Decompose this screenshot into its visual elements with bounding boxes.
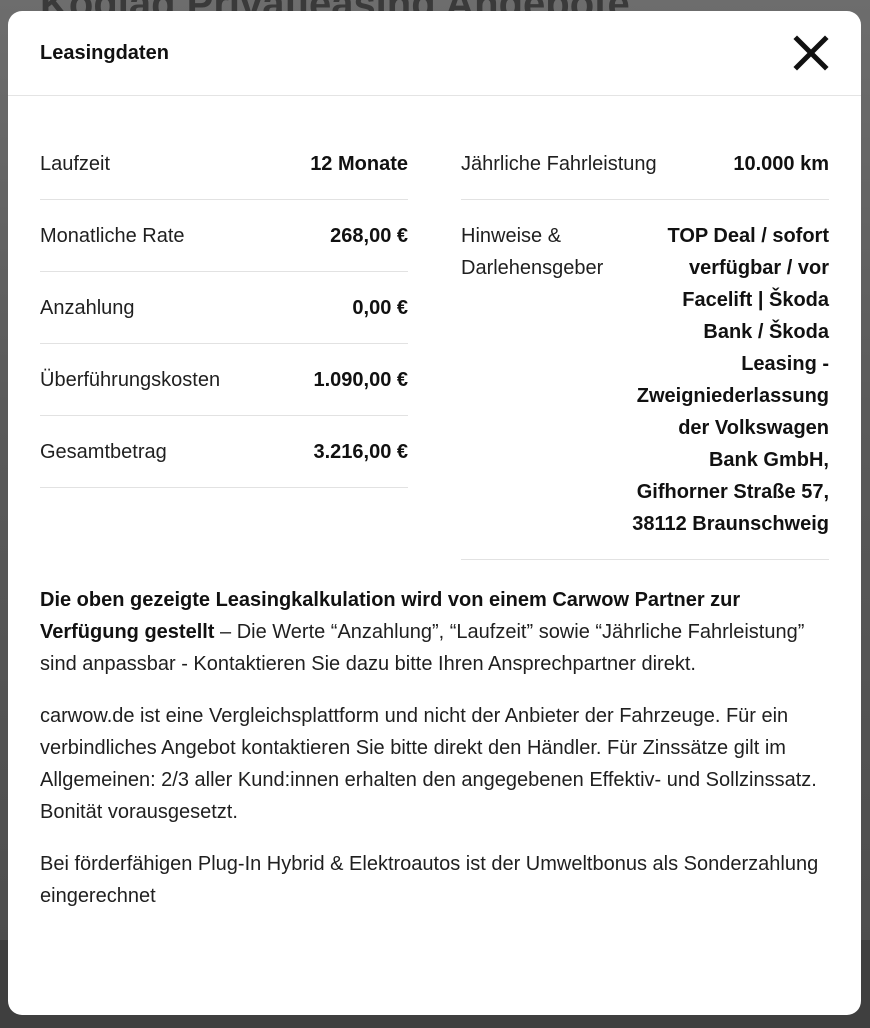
row-value: 268,00 € bbox=[330, 225, 408, 247]
note-partner-bold: Die oben gezeigte Leasingkalkulation wird von einem Carwow Partner zur Verfügung gestellt bbox=[40, 589, 741, 643]
row-label: Laufzeit bbox=[40, 153, 111, 175]
row-label: Anzahlung bbox=[40, 297, 135, 319]
row-label: Monatliche Rate bbox=[40, 225, 185, 247]
row-label: Überführungskosten bbox=[40, 369, 221, 391]
note-partner-rest: – Die Werte “Anzahlung”, “Laufzeit” sowie “Jährliche Fahrleistung” sind anpassbar - Kontaktieren Sie dazu bitte Ihren Ansprechpartner direkt. bbox=[40, 621, 805, 675]
row-label: Hinweise & Darlehensgeber bbox=[461, 225, 604, 279]
row-hinweise-darlehensgeber bbox=[461, 200, 829, 560]
leasing-details-modal bbox=[8, 11, 861, 1015]
note-partner bbox=[40, 584, 829, 680]
modal-body bbox=[8, 96, 861, 912]
leasing-data-right-column bbox=[461, 128, 829, 560]
row-value: TOP Deal / sofort verfügbar / vor Facelift | Škoda Bank / Škoda Leasing - Zweigniederlassung der Volkswagen Bank GmbH, Gifhorner Straße 57, 38112 Braunschweig bbox=[632, 225, 829, 535]
row-value: 12 Monate bbox=[310, 153, 408, 175]
close-button[interactable] bbox=[791, 33, 831, 73]
row-monatliche-rate bbox=[40, 200, 408, 272]
row-value: 3.216,00 € bbox=[313, 441, 408, 463]
row-value: 0,00 € bbox=[352, 297, 408, 319]
note-umweltbonus: Bei förderfähigen Plug-In Hybrid & Elektroautos ist der Umweltbonus als Sonderzahlung eingerechnet bbox=[40, 853, 819, 907]
row-label: Gesamtbetrag bbox=[40, 441, 167, 463]
leasing-data-columns bbox=[40, 128, 829, 560]
modal-header bbox=[8, 11, 861, 96]
row-label: Jährliche Fahrleistung bbox=[461, 153, 657, 175]
row-value: 10.000 km bbox=[733, 153, 829, 175]
row-ueberfuehrungskosten bbox=[40, 344, 408, 416]
row-gesamtbetrag bbox=[40, 416, 408, 488]
row-anzahlung bbox=[40, 272, 408, 344]
leasing-data-left-column bbox=[40, 128, 408, 560]
close-icon bbox=[791, 33, 831, 73]
row-jaehrliche-fahrleistung bbox=[461, 128, 829, 200]
modal-title: Leasingdaten bbox=[40, 41, 169, 64]
row-laufzeit bbox=[40, 128, 408, 200]
leasing-notes bbox=[40, 584, 829, 912]
row-value: 1.090,00 € bbox=[313, 369, 408, 391]
note-platform: carwow.de ist eine Vergleichsplattform und nicht der Anbieter der Fahrzeuge. Für ein verbindliches Angebot kontaktieren Sie bitte direkt den Händler. Für Zinssätze gilt im Allgemeinen: 2/3 aller Kund:innen erhalten den angegebenen Effektiv- und Sollzinssatz. Bonität vorausgesetzt. bbox=[40, 705, 817, 823]
